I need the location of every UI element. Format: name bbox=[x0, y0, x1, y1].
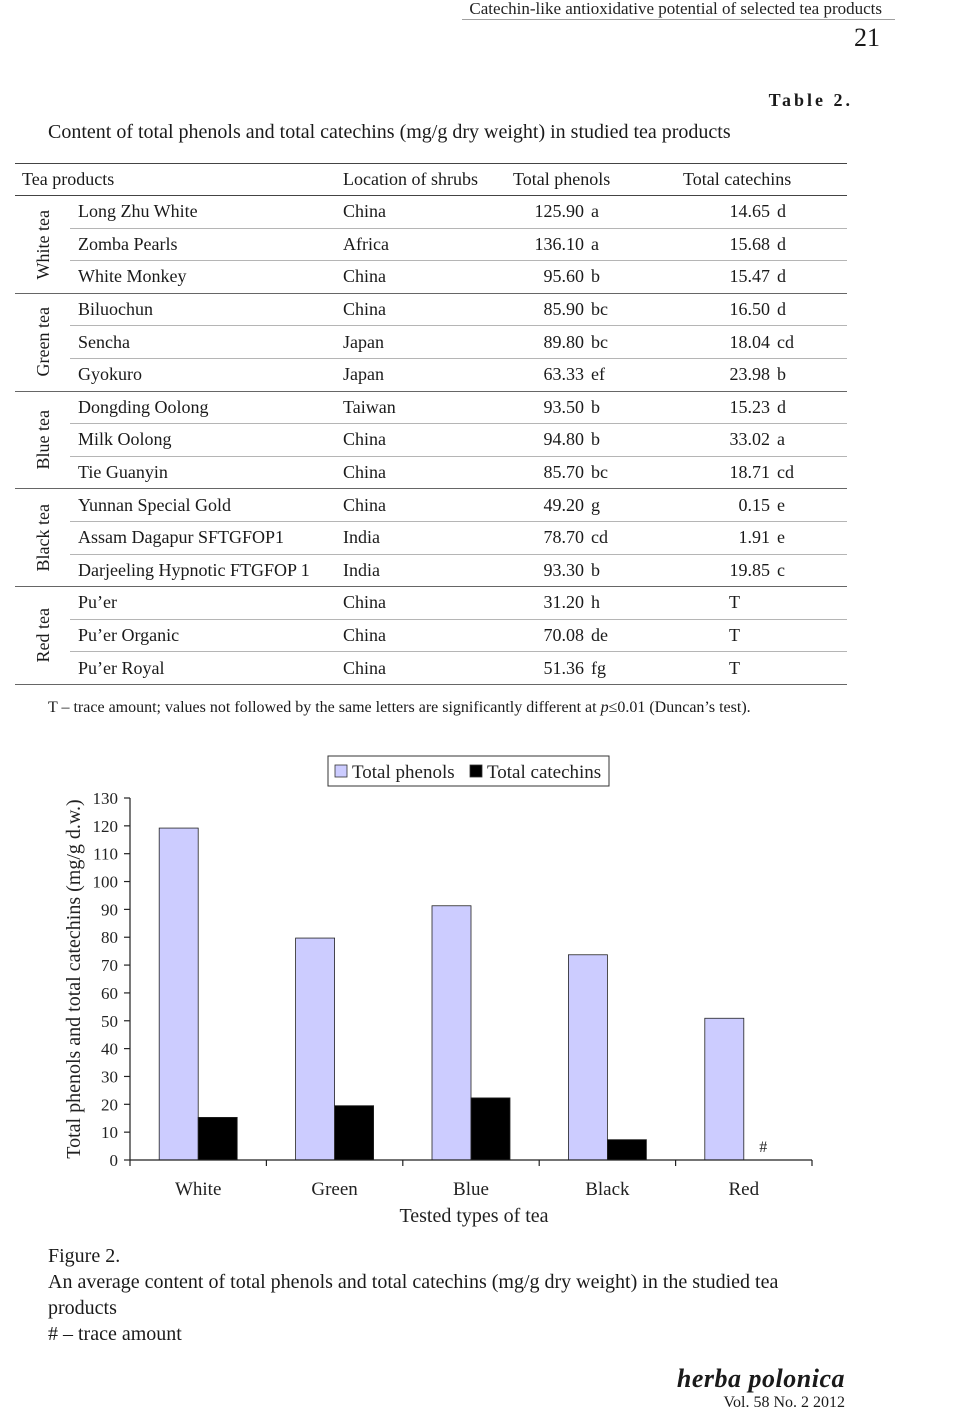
figure-label: Figure 2. bbox=[48, 1245, 121, 1267]
bar-total-catechins-black bbox=[607, 1140, 646, 1160]
table-body bbox=[15, 196, 847, 685]
tea-product-name: Zomba Pearls bbox=[78, 233, 178, 254]
legend-swatch-total-catechins bbox=[470, 765, 482, 777]
group-label: Green tea bbox=[32, 307, 53, 377]
total-phenols-significance: a bbox=[591, 233, 599, 254]
shrub-location: China bbox=[343, 201, 386, 222]
table-header-row bbox=[15, 163, 847, 196]
total-phenols-significance: bc bbox=[591, 299, 608, 320]
group-rows bbox=[70, 587, 847, 684]
bar-total-catechins-white bbox=[198, 1117, 237, 1160]
table-row bbox=[70, 424, 847, 457]
group-rows bbox=[70, 294, 847, 391]
table-row bbox=[70, 196, 847, 229]
shrub-location: Japan bbox=[343, 331, 384, 352]
total-phenols-significance: a bbox=[591, 201, 599, 222]
total-phenols-significance: ef bbox=[591, 364, 605, 385]
total-catechins-significance: cd bbox=[777, 462, 794, 483]
running-header: Catechin-like antioxidative potential of selected tea products bbox=[469, 0, 882, 18]
group-label-cell bbox=[15, 294, 70, 391]
total-catechins-value: 14.65 bbox=[729, 201, 770, 222]
header-total-phenols: Total phenols bbox=[513, 169, 611, 189]
group-label: Blue tea bbox=[32, 410, 53, 470]
legend-label-total-catechins: Total catechins bbox=[487, 762, 602, 783]
total-phenols-value: 49.20 bbox=[543, 494, 584, 515]
journal-volume: Vol. 58 No. 2 2012 bbox=[723, 1394, 845, 1411]
group-label: Red tea bbox=[32, 608, 53, 663]
total-catechins-significance: e bbox=[777, 494, 785, 515]
shrub-location: China bbox=[343, 299, 386, 320]
group-label: White tea bbox=[32, 209, 53, 280]
group-label-cell bbox=[15, 392, 70, 489]
tea-product-name: Pu’er Organic bbox=[78, 625, 180, 646]
total-catechins-significance: b bbox=[777, 364, 786, 385]
figure-caption bbox=[48, 1243, 818, 1347]
table-row bbox=[70, 392, 847, 425]
bar-chart bbox=[0, 740, 960, 1240]
header-tea-products: Tea products bbox=[22, 169, 115, 189]
total-catechins-significance: d bbox=[777, 201, 786, 222]
group-rows bbox=[70, 196, 847, 293]
header-total-catechins: Total catechins bbox=[683, 169, 792, 189]
footnote-text-end: ≤0.01 (Duncan’s test). bbox=[608, 699, 751, 716]
group-label-cell bbox=[15, 587, 70, 684]
table-row bbox=[70, 620, 847, 653]
y-tick-label: 0 bbox=[109, 1151, 118, 1170]
header-rule bbox=[462, 19, 895, 20]
total-catechins-value: 15.68 bbox=[729, 233, 770, 254]
shrub-location: India bbox=[343, 527, 380, 548]
shrub-location: India bbox=[343, 559, 380, 580]
shrub-location: Japan bbox=[343, 364, 384, 385]
y-tick-label: 100 bbox=[92, 872, 118, 892]
table-row bbox=[70, 229, 847, 262]
total-catechins-value: 19.85 bbox=[729, 559, 770, 580]
table-row bbox=[70, 294, 847, 327]
total-catechins-value: T bbox=[729, 625, 740, 646]
total-catechins-significance: d bbox=[777, 299, 786, 320]
y-axis-title: Total phenols and total catechins (mg/g d.w.) bbox=[63, 799, 85, 1159]
y-tick-label: 110 bbox=[93, 844, 118, 864]
page-number: 21 bbox=[854, 23, 880, 52]
total-catechins-value: 0.15 bbox=[738, 494, 770, 515]
journal-logo: herba polonica bbox=[676, 1364, 845, 1393]
y-tick-label: 90 bbox=[101, 900, 118, 920]
legend-label-total-phenols: Total phenols bbox=[352, 762, 455, 783]
total-phenols-value: 85.70 bbox=[543, 462, 584, 483]
x-category-label: Blue bbox=[453, 1179, 489, 1200]
table-group bbox=[15, 392, 847, 490]
total-phenols-value: 93.30 bbox=[543, 559, 584, 580]
shrub-location: China bbox=[343, 494, 386, 515]
footnote-italic: p bbox=[600, 699, 609, 716]
total-catechins-value: 1.91 bbox=[738, 527, 770, 548]
total-catechins-value: 16.50 bbox=[729, 299, 770, 320]
total-phenols-value: 31.20 bbox=[543, 592, 584, 613]
table-row bbox=[70, 587, 847, 620]
total-phenols-significance: g bbox=[591, 494, 600, 515]
bar-total-catechins-blue bbox=[471, 1098, 510, 1160]
total-catechins-significance: e bbox=[777, 527, 785, 548]
y-tick-label: 50 bbox=[101, 1011, 118, 1031]
tea-product-name: Sencha bbox=[78, 331, 130, 352]
shrub-location: Africa bbox=[343, 233, 389, 254]
tea-product-name: Tie Guanyin bbox=[78, 462, 168, 483]
total-phenols-value: 94.80 bbox=[543, 429, 584, 450]
total-phenols-value: 125.90 bbox=[534, 201, 584, 222]
total-phenols-significance: bc bbox=[591, 331, 608, 352]
x-category-label: Green bbox=[311, 1179, 358, 1200]
shrub-location: China bbox=[343, 429, 386, 450]
total-catechins-significance: d bbox=[777, 396, 786, 417]
total-phenols-significance: bc bbox=[591, 462, 608, 483]
total-phenols-significance: h bbox=[591, 592, 600, 613]
bar-total-catechins-green bbox=[335, 1106, 374, 1160]
total-phenols-significance: b bbox=[591, 396, 600, 417]
figure-note: # – trace amount bbox=[48, 1323, 182, 1345]
y-tick-label: 10 bbox=[101, 1123, 118, 1143]
total-phenols-value: 95.60 bbox=[543, 266, 584, 287]
tea-product-name: Darjeeling Hypnotic FTGFOP 1 bbox=[78, 559, 310, 580]
x-category-label: Red bbox=[728, 1179, 760, 1200]
total-phenols-significance: b bbox=[591, 266, 600, 287]
total-phenols-value: 63.33 bbox=[543, 364, 584, 385]
table-row bbox=[70, 457, 847, 489]
y-tick-label: 40 bbox=[101, 1039, 118, 1059]
y-tick-label: 30 bbox=[101, 1067, 118, 1087]
total-phenols-significance: fg bbox=[591, 657, 606, 678]
total-phenols-value: 89.80 bbox=[543, 331, 584, 352]
tea-product-name: White Monkey bbox=[78, 266, 187, 287]
total-catechins-value: 15.47 bbox=[729, 266, 770, 287]
total-phenols-significance: cd bbox=[591, 527, 608, 548]
total-phenols-value: 136.10 bbox=[534, 233, 584, 254]
total-catechins-value: 33.02 bbox=[729, 429, 770, 450]
table-row bbox=[70, 652, 847, 684]
shrub-location: Taiwan bbox=[343, 396, 396, 417]
total-catechins-significance: a bbox=[777, 429, 785, 450]
total-catechins-value: T bbox=[729, 592, 740, 613]
table-group bbox=[15, 294, 847, 392]
tea-product-name: Biluochun bbox=[78, 299, 153, 320]
total-phenols-significance: de bbox=[591, 625, 608, 646]
total-phenols-significance: b bbox=[591, 429, 600, 450]
figure-caption-text: An average content of total phenols and total catechins (mg/g dry weight) in the studied tea products bbox=[48, 1271, 779, 1319]
table-footnote bbox=[48, 698, 751, 718]
total-catechins-value: 18.04 bbox=[729, 331, 770, 352]
x-axis-title: Tested types of tea bbox=[399, 1205, 549, 1227]
bar-total-phenols-blue bbox=[432, 906, 471, 1160]
total-phenols-value: 70.08 bbox=[543, 625, 584, 646]
table-row bbox=[70, 326, 847, 359]
y-tick-label: 130 bbox=[92, 789, 118, 808]
tea-product-name: Yunnan Special Gold bbox=[78, 494, 231, 515]
legend-swatch-total-phenols bbox=[335, 765, 347, 777]
table-label: Table 2. bbox=[768, 90, 853, 110]
tea-product-name: Pu’er Royal bbox=[78, 657, 165, 678]
total-phenols-value: 93.50 bbox=[543, 396, 584, 417]
tea-product-name: Pu’er bbox=[78, 592, 117, 613]
table-row bbox=[70, 489, 847, 522]
footnote-text: T – trace amount; values not followed by the same letters are significantly different at bbox=[48, 699, 601, 716]
header-location: Location of shrubs bbox=[343, 169, 478, 189]
group-rows bbox=[70, 489, 847, 586]
shrub-location: China bbox=[343, 266, 386, 287]
tea-product-name: Assam Dagapur SFTGFOP1 bbox=[78, 527, 285, 548]
shrub-location: China bbox=[343, 462, 386, 483]
tea-product-name: Gyokuro bbox=[78, 364, 142, 385]
x-category-label: White bbox=[174, 1179, 222, 1200]
table-row bbox=[70, 261, 847, 293]
shrub-location: China bbox=[343, 625, 386, 646]
table-group bbox=[15, 196, 847, 294]
y-tick-label: 70 bbox=[101, 956, 118, 976]
table-group bbox=[15, 489, 847, 587]
group-rows bbox=[70, 392, 847, 489]
total-catechins-value: 18.71 bbox=[729, 462, 770, 483]
table-row bbox=[70, 555, 847, 587]
tea-product-name: Dongding Oolong bbox=[78, 396, 209, 417]
tea-product-name: Long Zhu White bbox=[78, 201, 198, 222]
group-label-cell bbox=[15, 489, 70, 586]
total-phenols-significance: b bbox=[591, 559, 600, 580]
total-catechins-value: T bbox=[729, 657, 740, 678]
group-label: Black tea bbox=[32, 504, 53, 572]
group-label-cell bbox=[15, 196, 70, 293]
total-phenols-value: 78.70 bbox=[543, 527, 584, 548]
table-row bbox=[70, 522, 847, 555]
total-catechins-significance: d bbox=[777, 233, 786, 254]
table-row bbox=[70, 359, 847, 391]
total-catechins-significance: cd bbox=[777, 331, 794, 352]
shrub-location: China bbox=[343, 657, 386, 678]
y-tick-label: 60 bbox=[101, 983, 118, 1003]
total-catechins-significance: d bbox=[777, 266, 786, 287]
shrub-location: China bbox=[343, 592, 386, 613]
bar-total-phenols-black bbox=[568, 955, 607, 1160]
trace-marker: # bbox=[759, 1139, 768, 1156]
y-tick-label: 20 bbox=[101, 1095, 118, 1115]
tea-product-name: Milk Oolong bbox=[78, 429, 172, 450]
table-group bbox=[15, 587, 847, 685]
total-phenols-value: 51.36 bbox=[543, 657, 584, 678]
x-category-label: Black bbox=[585, 1179, 630, 1200]
y-tick-label: 120 bbox=[92, 816, 118, 836]
total-catechins-significance: c bbox=[777, 559, 785, 580]
bar-total-phenols-green bbox=[296, 938, 335, 1160]
total-phenols-value: 85.90 bbox=[543, 299, 584, 320]
bar-total-phenols-red bbox=[705, 1018, 744, 1160]
bar-total-phenols-white bbox=[159, 828, 198, 1160]
total-catechins-value: 15.23 bbox=[729, 396, 770, 417]
total-catechins-value: 23.98 bbox=[729, 364, 770, 385]
data-table bbox=[15, 163, 847, 685]
table-caption: Content of total phenols and total catechins (mg/g dry weight) in studied tea products bbox=[48, 121, 731, 143]
y-tick-label: 80 bbox=[101, 928, 118, 948]
